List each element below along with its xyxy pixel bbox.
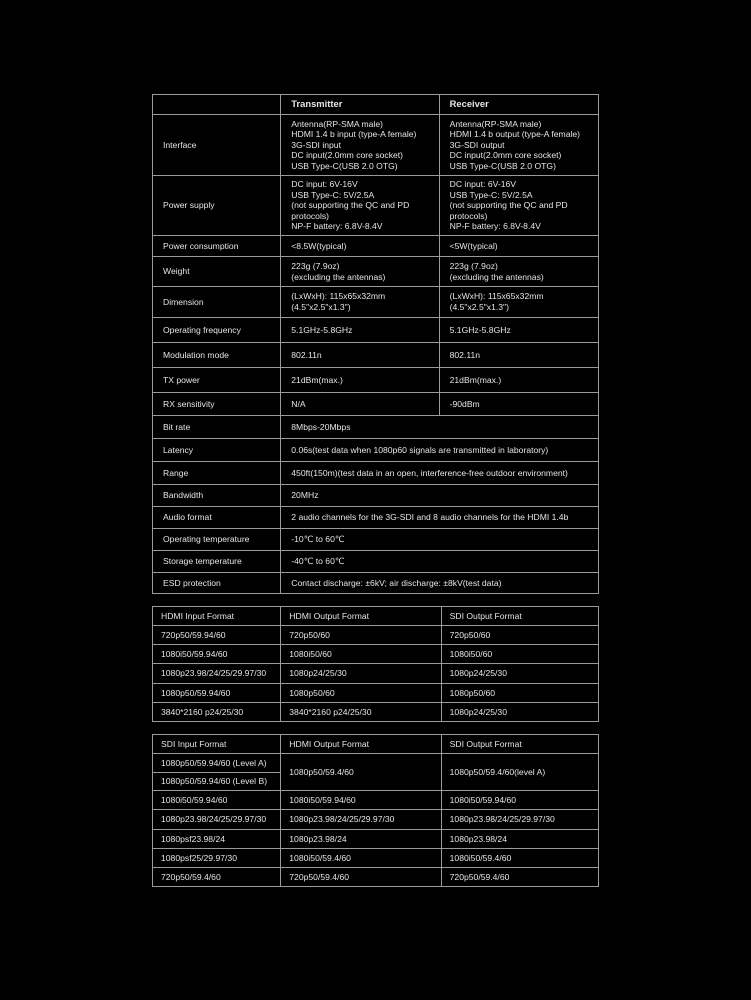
spec-receiver-value: 223g (7.9oz) (excluding the antennas) [439,257,598,287]
table-row [153,573,599,594]
sdi-header-hdmi-out: HDMI Output Format [281,735,441,754]
spec-header-transmitter: Transmitter [281,95,439,115]
table-row [153,343,599,368]
table-row [153,791,599,810]
spec-shared-value: Contact discharge: ±6kV; air discharge: ±8kV(test data) [281,573,599,594]
format-sdi-out-cell: 1080p23.98/24/25/29.97/30 [441,810,598,830]
table-row [153,462,599,485]
spec-label: Operating temperature [153,529,281,551]
table-row [153,529,599,551]
sdi-header-sdi-out: SDI Output Format [441,735,598,754]
format-input-cell: 720p50/59.4/60 [153,868,281,887]
spec-receiver-value: Antenna(RP-SMA male) HDMI 1.4 b output (type-A female) 3G-SDI output DC input(2.0mm core socket) USB Type-C(USB 2.0 OTG) [439,115,598,176]
hdmi-header-input: HDMI Input Format [153,607,281,626]
hdmi-header-hdmi-out: HDMI Output Format [281,607,441,626]
spec-shared-value: 450ft(150m)(test data in an open, interference-free outdoor environment) [281,462,599,485]
table-row [153,626,599,645]
spec-header-receiver: Receiver [439,95,598,115]
format-sdi-out-cell: 1080i50/59.4/60 [441,849,598,868]
sdi-merged-input-a: 1080p50/59.94/60 (Level A) [153,754,281,773]
spec-shared-value: 20MHz [281,485,599,507]
spec-label: Storage temperature [153,551,281,573]
table-row [153,176,599,236]
spec-transmitter-value: Antenna(RP-SMA male) HDMI 1.4 b input (type-A female) 3G-SDI input DC input(2.0mm core socket) USB Type-C(USB 2.0 OTG) [281,115,439,176]
format-sdi-out-cell: 1080p50/60 [441,684,598,703]
table-row [153,507,599,529]
spec-label: Dimension [153,287,281,318]
sdi-header-input: SDI Input Format [153,735,281,754]
spec-label: Bandwidth [153,485,281,507]
spec-transmitter-value: DC input: 6V-16V USB Type-C: 5V/2.5A (not supporting the QC and PD protocols) NP-F battery: 6.8V-8.4V [281,176,439,236]
hdmi-body [153,626,599,722]
spec-transmitter-value: 223g (7.9oz) (excluding the antennas) [281,257,439,287]
table-row [153,115,599,176]
spec-transmitter-value: <8.5W(typical) [281,236,439,257]
spec-shared-value: 8Mbps-20Mbps [281,416,599,439]
format-hdmi-out-cell: 1080i50/59.94/60 [281,791,441,810]
spec-receiver-value: 21dBm(max.) [439,368,598,393]
format-hdmi-out-cell: 1080i50/59.4/60 [281,849,441,868]
format-input-cell: 1080psf25/29.97/30 [153,849,281,868]
spec-receiver-value: DC input: 6V-16V USB Type-C: 5V/2.5A (not supporting the QC and PD protocols) NP-F battery: 6.8V-8.4V [439,176,598,236]
spec-label: Operating frequency [153,318,281,343]
table-row [153,868,599,887]
spec-label: TX power [153,368,281,393]
spec-label: Power consumption [153,236,281,257]
spec-label: Audio format [153,507,281,529]
format-sdi-out-cell: 1080i50/59.94/60 [441,791,598,810]
format-input-cell: 1080p23.98/24/25/29.97/30 [153,664,281,684]
sdi-body [153,791,599,887]
spec-shared-value: 0.06s(test data when 1080p60 signals are transmitted in laboratory) [281,439,599,462]
table-row [153,810,599,830]
format-input-cell: 3840*2160 p24/25/30 [153,703,281,722]
format-sdi-out-cell: 1080p24/25/30 [441,664,598,684]
table-row [153,684,599,703]
spec-transmitter-value: 21dBm(max.) [281,368,439,393]
format-input-cell: 1080i50/59.94/60 [153,791,281,810]
table-row [153,754,599,773]
spec-shared-value: -40℃ to 60℃ [281,551,599,573]
format-hdmi-out-cell: 720p50/59.4/60 [281,868,441,887]
table-row [153,236,599,257]
spec-label: Weight [153,257,281,287]
hdmi-format-table [152,606,599,722]
format-hdmi-out-cell: 720p50/60 [281,626,441,645]
spec-label: RX sensitivity [153,393,281,416]
table-row [153,830,599,849]
format-sdi-out-cell: 1080i50/60 [441,645,598,664]
spec-sheet [152,94,599,887]
table-row [153,287,599,318]
format-hdmi-out-cell: 1080p50/60 [281,684,441,703]
table-row [153,645,599,664]
table-row [153,318,599,343]
sdi-format-table [152,734,599,887]
spec-receiver-value: <5W(typical) [439,236,598,257]
sdi-merged-sdi-out: 1080p50/59.4/60(level A) [441,754,598,791]
sdi-merged-hdmi-out: 1080p50/59.4/60 [281,754,441,791]
hdmi-header-sdi-out: SDI Output Format [441,607,598,626]
spec-body [153,115,599,594]
spec-header-row [153,95,599,115]
hdmi-header-row [153,607,599,626]
spec-label: Range [153,462,281,485]
table-row [153,703,599,722]
table-row [153,416,599,439]
sdi-merged-input-b: 1080p50/59.94/60 (Level B) [153,773,281,791]
format-hdmi-out-cell: 1080p23.98/24/25/29.97/30 [281,810,441,830]
spec-label: Bit rate [153,416,281,439]
spec-label: Interface [153,115,281,176]
table-row [153,439,599,462]
spec-receiver-value: (LxWxH): 115x65x32mm (4.5"x2.5"x1.3") [439,287,598,318]
format-hdmi-out-cell: 1080p23.98/24 [281,830,441,849]
spec-label: Power supply [153,176,281,236]
format-sdi-out-cell: 720p50/60 [441,626,598,645]
format-hdmi-out-cell: 1080i50/60 [281,645,441,664]
table-row [153,393,599,416]
spec-table [152,94,599,594]
spec-receiver-value: 802.11n [439,343,598,368]
table-row [153,257,599,287]
format-hdmi-out-cell: 3840*2160 p24/25/30 [281,703,441,722]
spec-receiver-value: -90dBm [439,393,598,416]
format-sdi-out-cell: 1080p24/25/30 [441,703,598,722]
spec-shared-value: -10℃ to 60℃ [281,529,599,551]
format-sdi-out-cell: 1080p23.98/24 [441,830,598,849]
spec-label: ESD protection [153,573,281,594]
format-input-cell: 720p50/59.94/60 [153,626,281,645]
spec-transmitter-value: 802.11n [281,343,439,368]
spec-receiver-value: 5.1GHz-5.8GHz [439,318,598,343]
table-row [153,664,599,684]
table-row [153,849,599,868]
format-input-cell: 1080p50/59.94/60 [153,684,281,703]
spec-header-blank [153,95,281,115]
table-row [153,368,599,393]
spec-transmitter-value: (LxWxH): 115x65x32mm (4.5"x2.5"x1.3") [281,287,439,318]
spec-label: Modulation mode [153,343,281,368]
format-hdmi-out-cell: 1080p24/25/30 [281,664,441,684]
sdi-header-row [153,735,599,754]
format-input-cell: 1080psf23.98/24 [153,830,281,849]
format-input-cell: 1080i50/59.94/60 [153,645,281,664]
format-input-cell: 1080p23.98/24/25/29.97/30 [153,810,281,830]
spec-transmitter-value: N/A [281,393,439,416]
table-row [153,485,599,507]
format-sdi-out-cell: 720p50/59.4/60 [441,868,598,887]
spec-transmitter-value: 5.1GHz-5.8GHz [281,318,439,343]
spec-label: Latency [153,439,281,462]
spec-shared-value: 2 audio channels for the 3G-SDI and 8 audio channels for the HDMI 1.4b [281,507,599,529]
table-row [153,551,599,573]
